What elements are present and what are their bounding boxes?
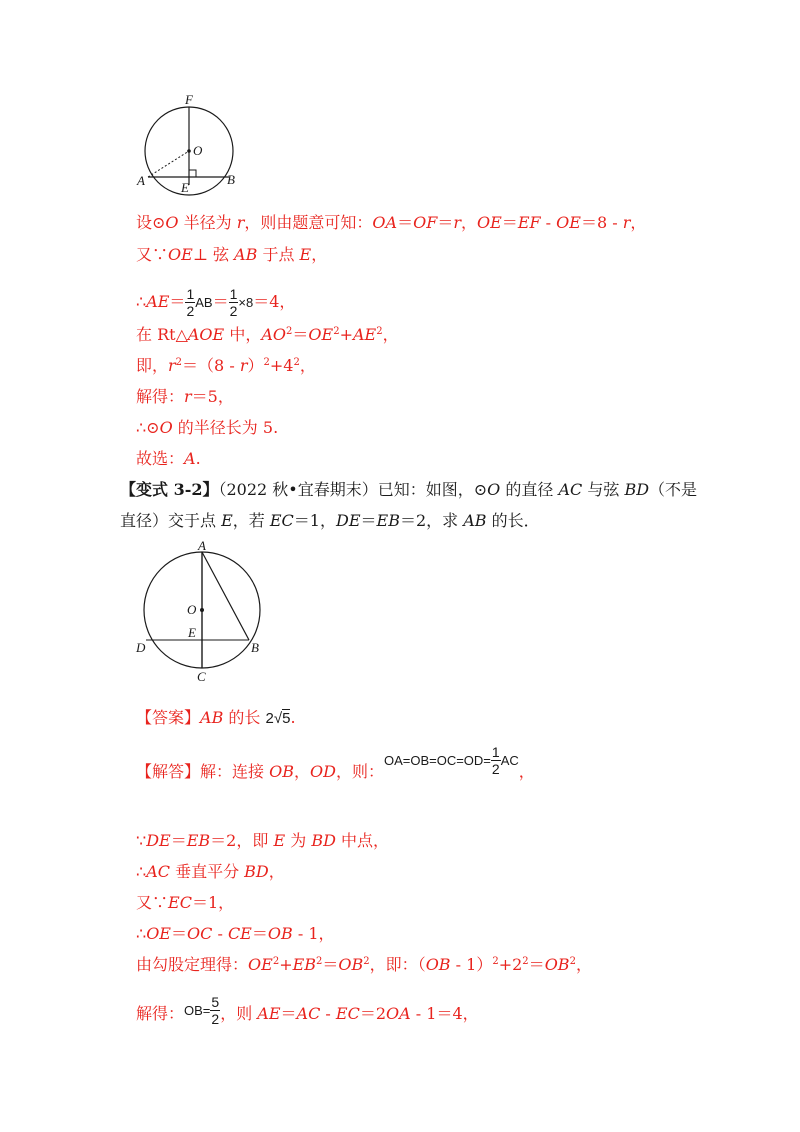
- solution-line6: 由勾股定理得：$OE^2+EB^2=OB^2$，即：$(OB - 1)^2+2^2=OB^2$，: [136, 955, 592, 974]
- problem-line1: 【变式 3-2】（2022 秋•宜春期末）已知：如图，⊙O 的直径 AC 与弦 BD（不是: [120, 480, 698, 499]
- segment-ao: [148, 151, 189, 177]
- fraction-half: $\frac{1}{2}$: [186, 286, 195, 319]
- label-a: A: [137, 173, 145, 188]
- label-b: B: [227, 172, 235, 187]
- sol1-line3: ∴AE＝ $\frac{1}{2}$ AB＝ $\frac{1}{2}$ ×8＝4，: [136, 286, 296, 319]
- label-c: C: [197, 669, 206, 684]
- solution-line3: ∴AC 垂直平分 BD，: [136, 862, 285, 881]
- label-e: E: [181, 180, 189, 195]
- sol1-line2: 又∵OE⊥ 弦 AB 于点 E，: [136, 245, 328, 264]
- solution-line5: ∴OE＝OC - CE＝OB - 1，: [136, 924, 335, 943]
- figure-circle-diameter: [134, 538, 268, 684]
- problem-tag: 【变式 3-2】: [120, 480, 219, 499]
- right-angle-mark: [189, 170, 196, 177]
- label-o: O: [193, 143, 203, 158]
- sol1-line5: 即，$r^2=(8 - r)^2+4^2$，: [136, 356, 316, 375]
- sqrt-sign: √: [273, 710, 283, 727]
- solution-line2: ∵DE＝EB＝2，即 E 为 BD 中点，: [136, 831, 389, 850]
- answer-tag: 【答案】: [136, 708, 201, 727]
- label-a: A: [198, 538, 206, 553]
- figure-circle-chord: [135, 92, 245, 200]
- label-e: E: [188, 625, 196, 640]
- fraction-five-halves: $\frac{5}{2}$: [211, 994, 220, 1027]
- solution-line7: 解得：$^{OB=}$ $\frac{5}{2}$ ，则 AE＝AC - EC＝2OA - 1＝4，: [136, 994, 479, 1027]
- label-f: F: [185, 92, 193, 107]
- solution-line4: 又∵EC＝1，: [136, 893, 235, 912]
- label-d: D: [136, 640, 146, 655]
- solution-line1: 【解答】解：连接 OB，OD，则：$^{OA=OB=OC=OD=}$ $\frac{1}{2}$ $^{AC}$，: [136, 744, 535, 781]
- label-o: O: [187, 602, 197, 617]
- sol1-line1: 设⊙O 半径为 r，则由题意可知：OA＝OF＝r，OE＝EF - OE＝8 - r，: [136, 213, 647, 232]
- center-dot: [187, 149, 191, 153]
- sol1-line7: ∴⊙O 的半径长为 5.: [136, 418, 279, 437]
- segment-ab: [202, 552, 249, 640]
- sol1-line6: 解得：r＝5，: [136, 387, 234, 406]
- sol1-line8: 故选：A.: [136, 449, 201, 468]
- sol1-line4: 在 Rt△AOE 中，$AO^2=OE^2+AE^2$，: [136, 325, 399, 344]
- solution-tag: 【解答】: [136, 762, 201, 781]
- center-dot: [200, 608, 204, 612]
- problem-line2: 直径）交于点 E，若 EC＝1，DE＝EB＝2，求 AB 的长．: [120, 511, 540, 530]
- fraction-half: $\frac{1}{2}$: [491, 744, 500, 777]
- label-b: B: [251, 640, 259, 655]
- fraction-half: $\frac{1}{2}$: [229, 286, 238, 319]
- answer-line: 【答案】AB 的长 2√5.: [136, 708, 296, 727]
